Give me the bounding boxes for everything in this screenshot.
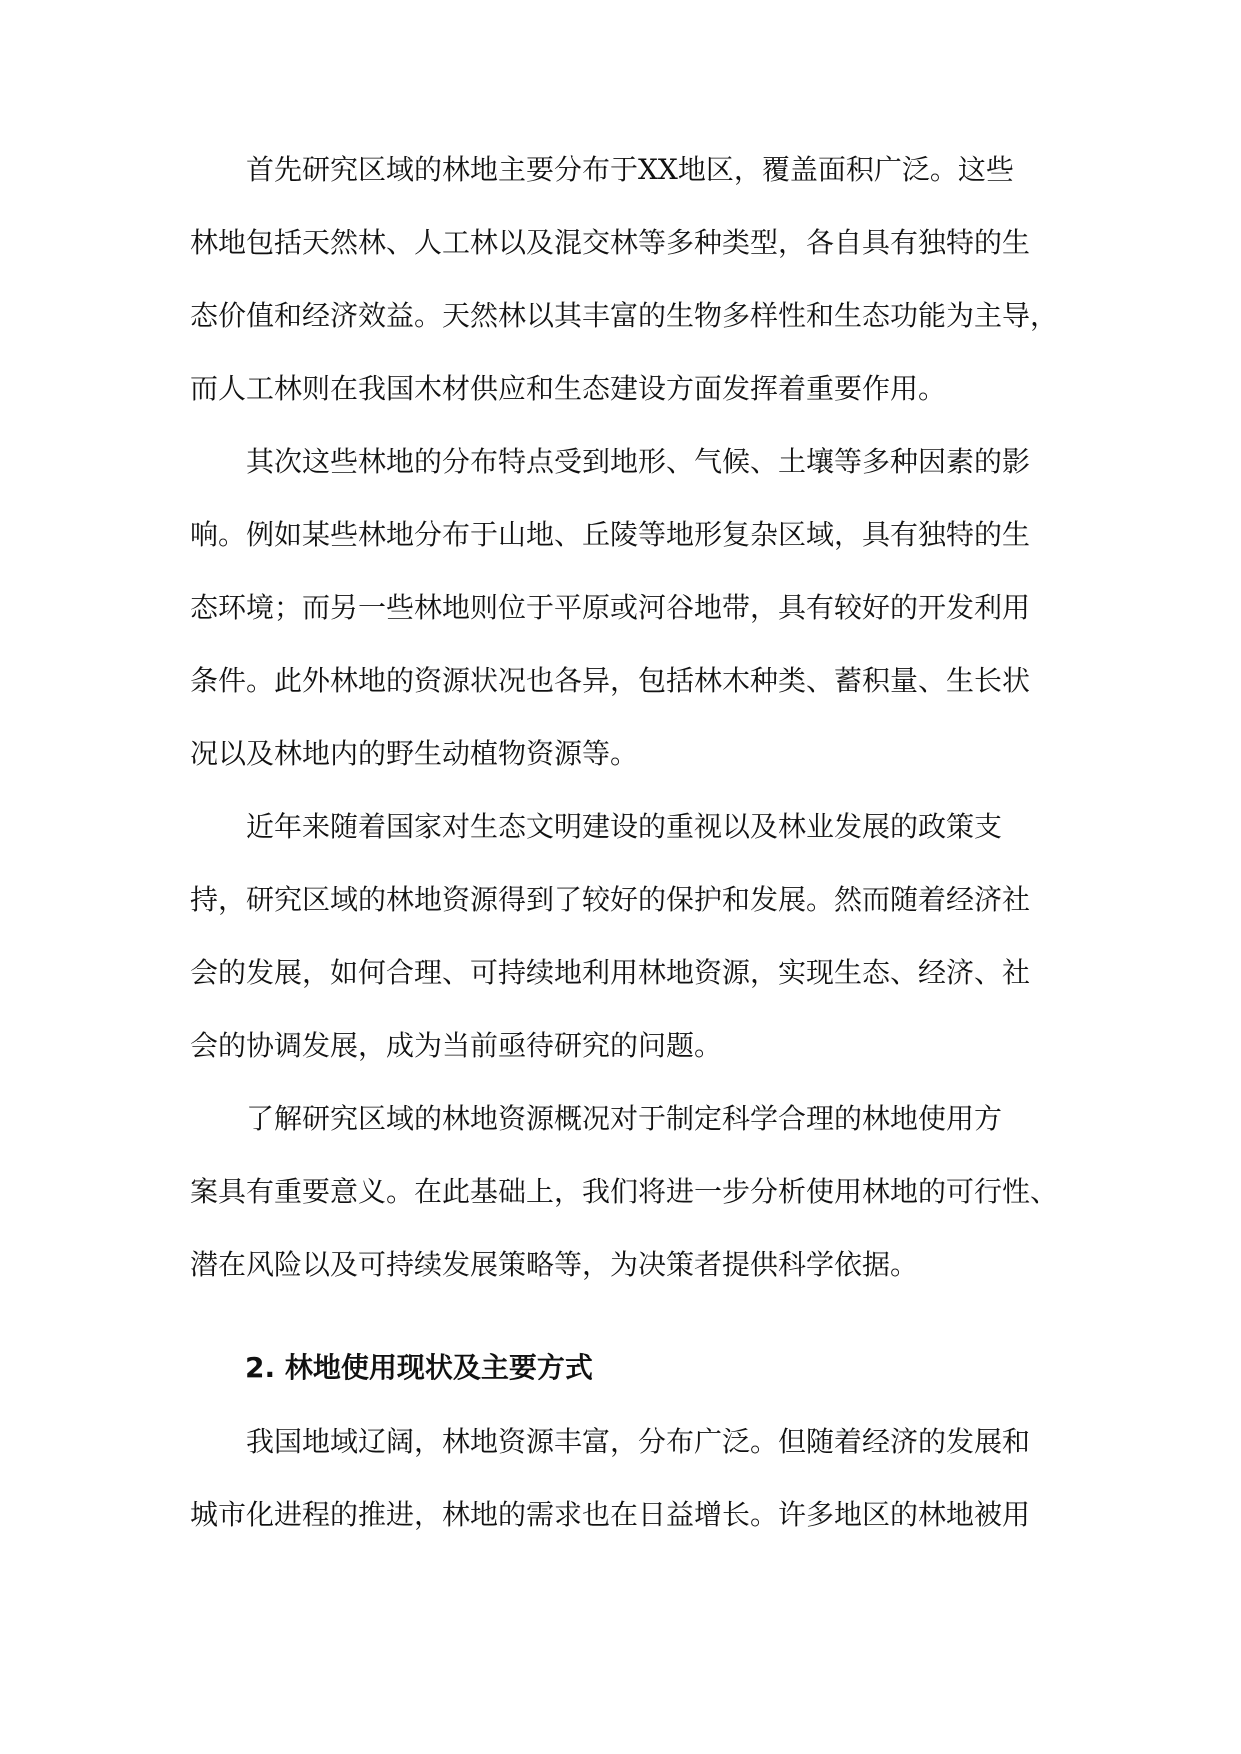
paragraph-2-line-1: 其次这些林地的分布特点受到地形、气候、土壤等多种因素的影 <box>190 445 1031 478</box>
paragraph-5-line-1: 我国地域辽阔，林地资源丰富，分布广泛。但随着经济的发展和 <box>190 1425 1031 1458</box>
paragraph-2-line-4: 条件。此外林地的资源状况也各异，包括林木种类、蓄积量、生长状 <box>190 664 1031 697</box>
paragraph-3-line-3: 会的发展，如何合理、可持续地利用林地资源，实现生态、经济、社 <box>190 956 1031 989</box>
paragraph-4-line-2: 案具有重要意义。在此基础上，我们将进一步分析使用林地的可行性、 <box>190 1175 1059 1208</box>
paragraph-4-line-1: 了解研究区域的林地资源概况对于制定科学合理的林地使用方 <box>190 1102 1003 1135</box>
paragraph-1-line-1: 首先研究区域的林地主要分布于XX地区，覆盖面积广泛。这些 <box>190 153 1014 186</box>
section-heading: 2. 林地使用现状及主要方式 <box>245 1351 593 1384</box>
paragraph-3-line-1: 近年来随着国家对生态文明建设的重视以及林业发展的政策支 <box>190 810 1003 843</box>
paragraph-2-line-5: 况以及林地内的野生动植物资源等。 <box>190 737 639 770</box>
paragraph-1-line-2: 林地包括天然林、人工林以及混交林等多种类型，各自具有独特的生 <box>190 226 1031 259</box>
paragraph-2-line-2: 响。例如某些林地分布于山地、丘陵等地形复杂区域，具有独特的生 <box>190 518 1031 551</box>
paragraph-1-line-4: 而人工林则在我国木材供应和生态建设方面发挥着重要作用。 <box>190 372 947 405</box>
paragraph-4-line-3: 潜在风险以及可持续发展策略等，为决策者提供科学依据。 <box>190 1248 919 1281</box>
paragraph-3-line-2: 持，研究区域的林地资源得到了较好的保护和发展。然而随着经济社 <box>190 883 1031 916</box>
paragraph-3-line-4: 会的协调发展，成为当前亟待研究的问题。 <box>190 1029 723 1062</box>
paragraph-5-line-2: 城市化进程的推进，林地的需求也在日益增长。许多地区的林地被用 <box>190 1498 1031 1531</box>
paragraph-2-line-3: 态环境；而另一些林地则位于平原或河谷地带，具有较好的开发利用 <box>190 591 1031 624</box>
paragraph-1-line-3: 态价值和经济效益。天然林以其丰富的生物多样性和生态功能为主导， <box>190 299 1059 332</box>
